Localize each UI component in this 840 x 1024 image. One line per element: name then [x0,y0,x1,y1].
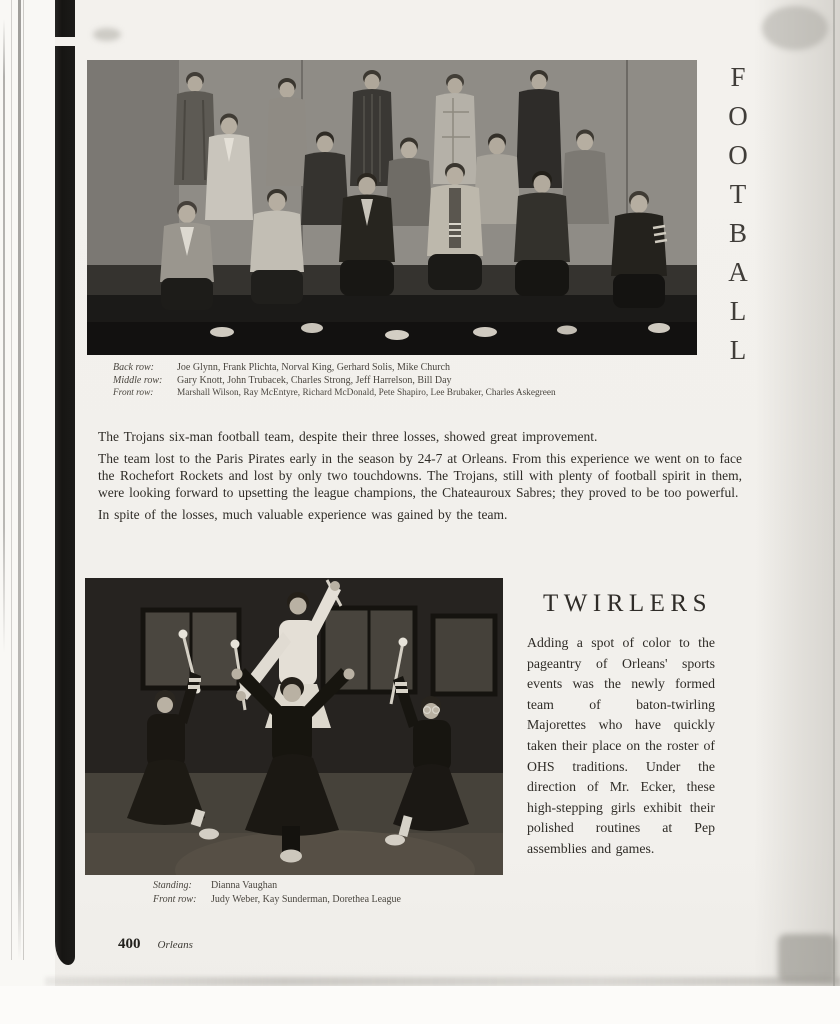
caption-names: Judy Weber, Kay Sunderman, Dorethea League [211,893,401,905]
page-edge-line [833,0,835,986]
caption-row [113,361,713,374]
football-team-photo-art [87,60,697,355]
football-section-label: FOOTBALL [723,62,753,374]
article-paragraph: In spite of the losses, much valuable experience was gained by the team. [98,507,508,523]
caption-row [113,374,713,387]
football-team-photo [87,60,697,355]
left-margin [0,0,55,986]
page-footer [118,936,193,953]
page-number: 400 [118,936,141,952]
caption-row [153,879,513,893]
caption-names: Dianna Vaughan [211,880,278,891]
scan-smudge [93,28,121,41]
caption-label: Middle row: [113,375,163,386]
scan-background [0,986,840,1024]
gutter-line [11,0,12,960]
caption-label: Standing: [153,880,192,891]
twirlers-photo-caption [153,879,513,906]
page-bottom-edge [45,977,840,986]
article-paragraph: The team lost to the Paris Pirates early in the season by 24-7 at Orleans. From this experience we went on to face the Rochefort Rockets and lost by only two touchdowns. The Trojans, still with plenty of football spirit in them, were looking forward to upsetting the league champions, the Chateauroux Sabres; they proved to be too powerful. [98,450,742,501]
caption-label: Front row: [113,388,154,398]
twirlers-heading: TWIRLERS [543,590,712,617]
caption-label: Back row: [113,362,155,373]
article-paragraph: The Trojans six-man football team, despite their three losses, showed great improvement. [98,429,598,444]
twirlers-article: Adding a spot of color to the pageantry of Orleans' sports events was the newly formed team of baton-twirling Majorettes who have quickly taken their place on the roster of OHS traditions. Under the direction of Mr. Ecker, these high-stepping girls exhibit their polished routines at Pep assemblies and games. [527,635,715,856]
caption-names: Gary Knott, John Trubacek, Charles Strong, Jeff Harrelson, Bill Day [177,375,452,386]
binding-strip-top [55,0,75,37]
scan-smudge [762,6,828,50]
twirlers-photo [85,578,503,875]
caption-names: Marshall Wilson, Ray McEntyre, Richard McDonald, Pete Shapiro, Lee Brubaker, Charles Askegreen [177,388,556,398]
page-edge-shadow [754,0,840,986]
gutter-line [18,0,21,960]
caption-row [153,893,513,907]
football-photo-caption [113,361,713,400]
gutter-line [3,0,5,960]
football-article [98,428,742,523]
gutter-line [23,0,24,960]
caption-label: Front row: [153,893,197,905]
binding-strip [55,46,75,965]
caption-names: Joe Glynn, Frank Plichta, Norval King, Gerhard Solis, Mike Church [177,362,451,373]
scan-smudge [778,934,836,982]
caption-row [113,387,713,400]
book-title: Orleans [157,939,193,951]
twirlers-photo-art [85,578,503,875]
